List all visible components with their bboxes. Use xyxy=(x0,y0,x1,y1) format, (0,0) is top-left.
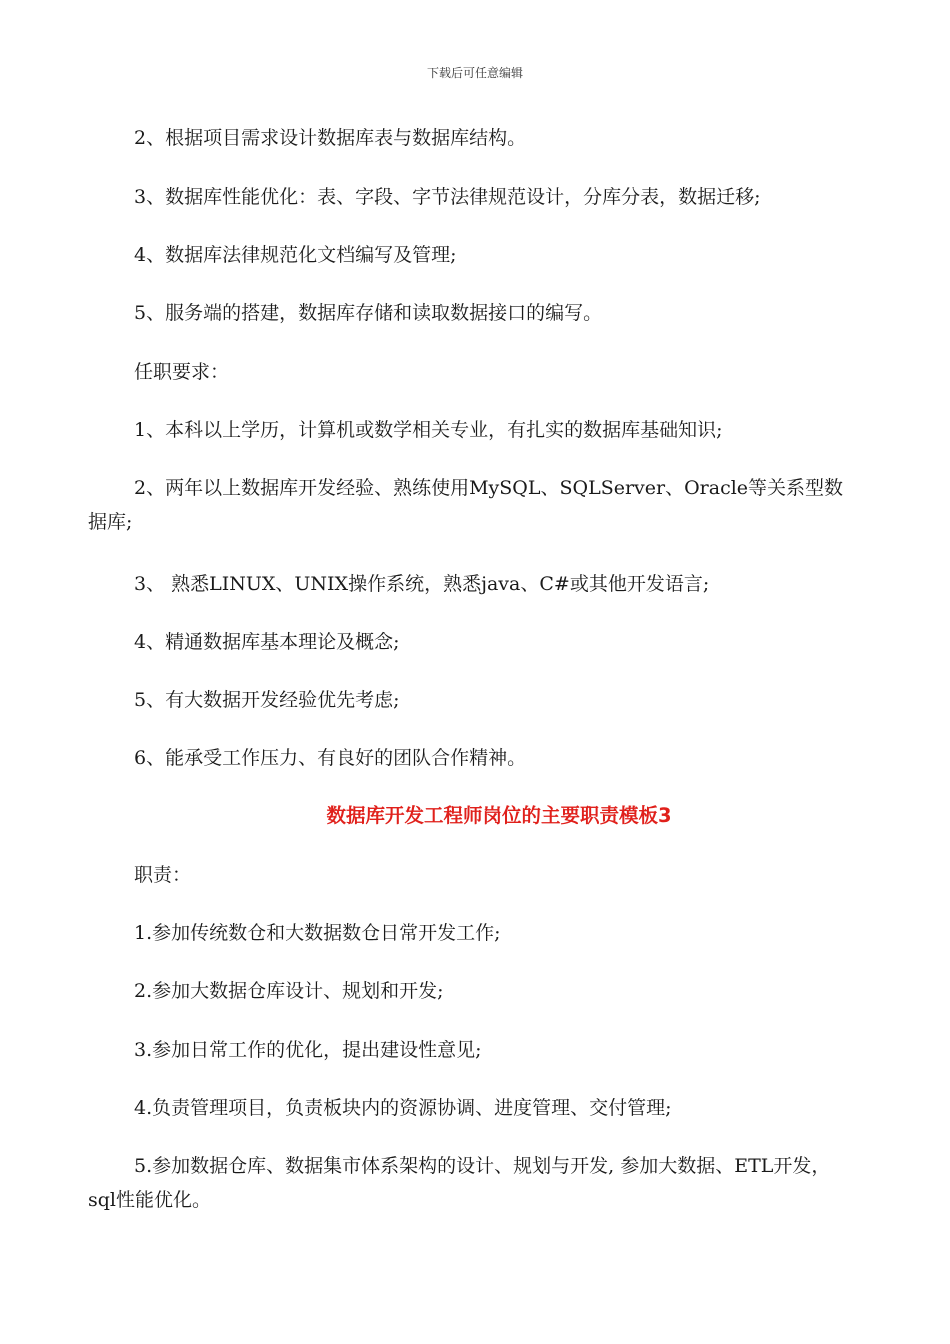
paragraph-item: 5、服务端的搭建，数据库存储和读取数据接口的编写。 xyxy=(134,302,603,324)
paragraph-item: 4.负责管理项目，负责板块内的资源协调、进度管理、交付管理; xyxy=(134,1097,672,1119)
paragraph-item: 任职要求： xyxy=(134,361,230,383)
paragraph-item: 3、数据库性能优化：表、字段、字节法律规范设计，分库分表，数据迁移; xyxy=(134,186,761,208)
page-header: 下载后可任意编辑 xyxy=(426,66,523,80)
paragraph-item: 2、根据项目需求设计数据库表与数据库结构。 xyxy=(134,127,527,149)
paragraph-item: 4、数据库法律规范化文档编写及管理; xyxy=(134,244,457,266)
section-heading: 数据库开发工程师岗位的主要职责模板3 xyxy=(326,804,672,827)
paragraph-item: 2、两年以上数据库开发经验、熟练使用MySQL、SQLServer、Oracle等关系型数据库; xyxy=(88,477,844,533)
paragraph-item: 1.参加传统数仓和大数据数仓日常开发工作; xyxy=(134,922,501,944)
paragraph-item: 5、有大数据开发经验优先考虑; xyxy=(134,689,400,711)
paragraph-item: 3、 熟悉LINUX、UNIX操作系统，熟悉java、C#或其他开发语言; xyxy=(134,573,710,595)
paragraph-item: 6、能承受工作压力、有良好的团队合作精神。 xyxy=(134,747,527,769)
paragraph-item: 1、本科以上学历，计算机或数学相关专业，有扎实的数据库基础知识; xyxy=(134,419,723,441)
paragraph-item: 4、精通数据库基本理论及概念; xyxy=(134,631,400,653)
paragraph-item: 3.参加日常工作的优化，提出建设性意见; xyxy=(134,1039,482,1061)
paragraph-item: 5.参加数据仓库、数据集市体系架构的设计、规划与开发, 参加大数据、ETL开发，sql性能优化。 xyxy=(88,1155,831,1211)
paragraph-item: 职责： xyxy=(134,864,192,886)
paragraph-item: 2.参加大数据仓库设计、规划和开发; xyxy=(134,980,444,1002)
